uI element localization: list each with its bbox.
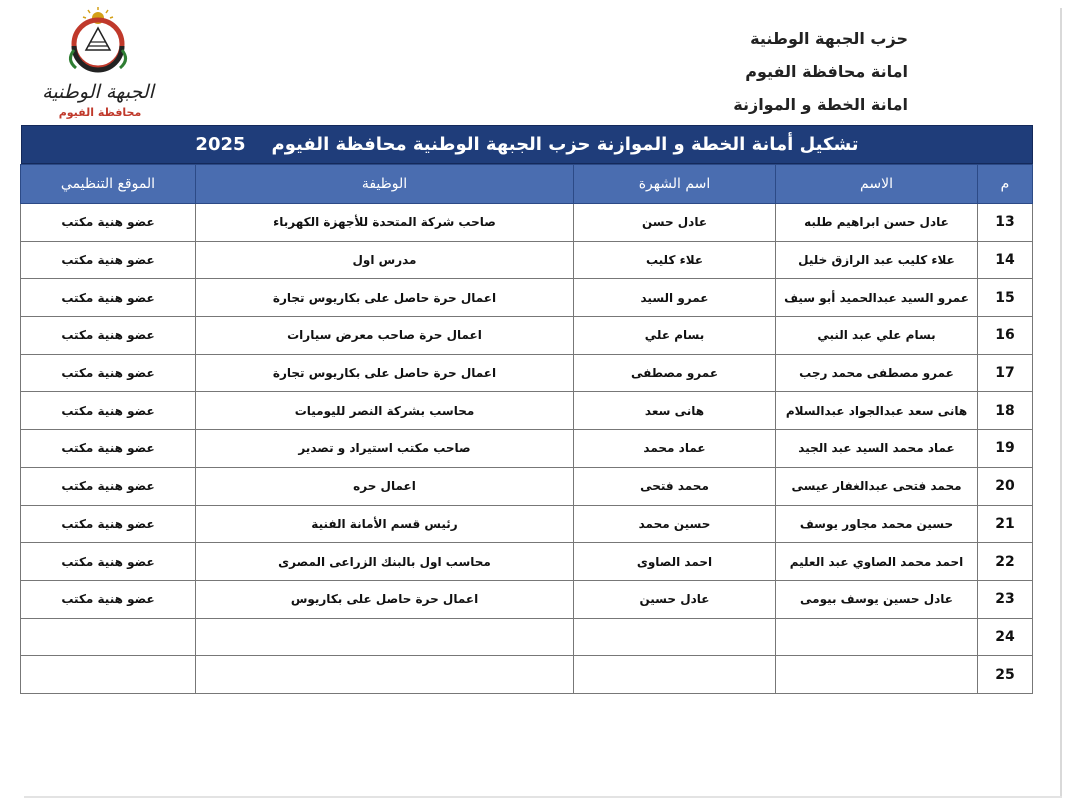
row-nickname: عادل حسن [574, 204, 776, 242]
row-name [776, 618, 978, 656]
row-job: رئيس قسم الأمانة الفنية [196, 505, 574, 543]
row-nickname: حسين محمد [574, 505, 776, 543]
column-header-nickname: اسم الشهرة [574, 165, 776, 204]
row-name: بسام علي عبد النبي [776, 317, 978, 355]
row-nickname: عمرو مصطفى [574, 354, 776, 392]
members-sheet [21, 125, 1033, 694]
row-job: محاسب بشركة النصر لليوميات [196, 392, 574, 430]
row-position [21, 618, 196, 656]
row-name: عمرو السيد عبدالحميد أبو سيف [776, 279, 978, 317]
table-row [21, 430, 1033, 468]
row-name: عماد محمد السيد عبد الجيد [776, 430, 978, 468]
row-index: 21 [978, 505, 1033, 543]
column-header-job: الوظيفة [196, 165, 574, 204]
row-job: اعمال حرة حاصل على بكاريوس [196, 580, 574, 618]
org-branch: امانة محافظة الفيوم [745, 62, 908, 81]
table-row [21, 618, 1033, 656]
table-header-row [21, 165, 1033, 204]
table-row [21, 354, 1033, 392]
table-row [21, 656, 1033, 694]
row-index: 14 [978, 241, 1033, 279]
row-nickname [574, 656, 776, 694]
row-name [776, 656, 978, 694]
row-nickname: عماد محمد [574, 430, 776, 468]
org-name: حزب الجبهة الوطنية [750, 29, 908, 48]
row-name: محمد فتحى عبدالغفار عيسى [776, 467, 978, 505]
table-row [21, 204, 1033, 242]
row-name: هانى سعد عبدالجواد عبدالسلام [776, 392, 978, 430]
row-job [196, 618, 574, 656]
row-job: اعمال حرة حاصل على بكاريوس تجارة [196, 279, 574, 317]
row-nickname [574, 618, 776, 656]
row-position: عضو هنية مكتب [21, 392, 196, 430]
row-index: 17 [978, 354, 1033, 392]
table-row [21, 241, 1033, 279]
row-job: اعمال حره [196, 467, 574, 505]
row-position: عضو هنية مكتب [21, 241, 196, 279]
row-nickname: عادل حسين [574, 580, 776, 618]
row-nickname: بسام علي [574, 317, 776, 355]
row-nickname: عمرو السيد [574, 279, 776, 317]
column-header-index: م [978, 165, 1033, 204]
row-name: حسين محمد مجاور يوسف [776, 505, 978, 543]
row-position: عضو هنية مكتب [21, 505, 196, 543]
page-edge-right [1060, 8, 1062, 798]
row-position: عضو هنية مكتب [21, 279, 196, 317]
row-index: 22 [978, 543, 1033, 581]
row-job: صاحب شركة المتحدة للأجهزة الكهرباء [196, 204, 574, 242]
table-row [21, 279, 1033, 317]
row-position: عضو هنية مكتب [21, 204, 196, 242]
logo-caption: محافظة الفيوم [58, 106, 142, 119]
row-position: عضو هنية مكتب [21, 430, 196, 468]
row-index: 20 [978, 467, 1033, 505]
row-job: محاسب اول بالبنك الزراعى المصرى [196, 543, 574, 581]
row-index: 25 [978, 656, 1033, 694]
svg-text:الجبهة الوطنية: الجبهة الوطنية [42, 81, 154, 103]
row-nickname: علاء كليب [574, 241, 776, 279]
row-position [21, 656, 196, 694]
row-job: اعمال حرة صاحب معرض سيارات [196, 317, 574, 355]
row-name: علاء كليب عبد الرازق خليل [776, 241, 978, 279]
row-index: 15 [978, 279, 1033, 317]
members-table [20, 164, 1033, 694]
row-position: عضو هنية مكتب [21, 317, 196, 355]
table-title: تشكيل أمانة الخطة و الموازنة حزب الجبهة الوطنية محافظة الفيوم [271, 134, 859, 155]
table-title-bar [21, 125, 1033, 164]
table-row [21, 317, 1033, 355]
table-row [21, 580, 1033, 618]
row-job: اعمال حرة حاصل على بكاريوس تجارة [196, 354, 574, 392]
row-index: 23 [978, 580, 1033, 618]
column-header-name: الاسم [776, 165, 978, 204]
row-index: 19 [978, 430, 1033, 468]
row-nickname: احمد الصاوى [574, 543, 776, 581]
row-index: 24 [978, 618, 1033, 656]
row-job [196, 656, 574, 694]
table-title-year: 2025 [195, 134, 246, 155]
row-name: عادل حسين يوسف بيومى [776, 580, 978, 618]
org-header [733, 22, 908, 121]
row-position: عضو هنية مكتب [21, 354, 196, 392]
row-position: عضو هنية مكتب [21, 543, 196, 581]
row-position: عضو هنية مكتب [21, 467, 196, 505]
table-row [21, 505, 1033, 543]
table-row [21, 467, 1033, 505]
table-row [21, 392, 1033, 430]
page-edge-bottom [24, 796, 1062, 798]
table-row [21, 543, 1033, 581]
column-header-position: الموقع التنظيمي [21, 165, 196, 204]
row-job: صاحب مكتب استيراد و تصدير [196, 430, 574, 468]
row-index: 16 [978, 317, 1033, 355]
row-index: 18 [978, 392, 1033, 430]
row-name: احمد محمد الصاوي عبد العليم [776, 543, 978, 581]
org-department: امانة الخطة و الموازنة [733, 95, 908, 114]
row-position: عضو هنية مكتب [21, 580, 196, 618]
row-name: عادل حسن ابراهيم طلبه [776, 204, 978, 242]
row-job: مدرس اول [196, 241, 574, 279]
row-name: عمرو مصطفى محمد رجب [776, 354, 978, 392]
row-nickname: محمد فتحى [574, 467, 776, 505]
row-nickname: هانى سعد [574, 392, 776, 430]
row-index: 13 [978, 204, 1033, 242]
